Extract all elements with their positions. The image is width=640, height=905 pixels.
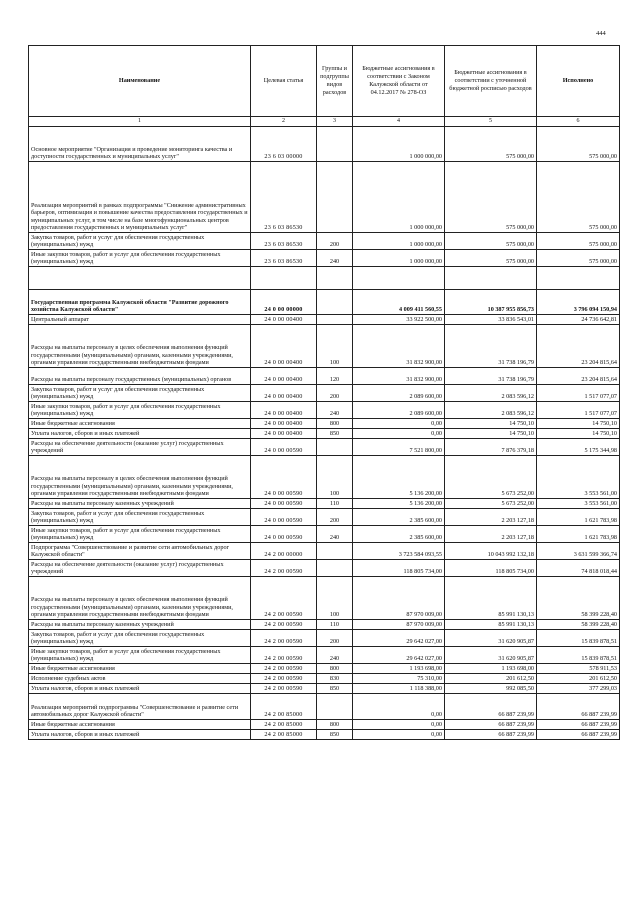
row-executed-amount: 66 887 239,99 <box>537 730 620 740</box>
row-refined-amount: 2 203 127,18 <box>445 526 537 543</box>
header-target-article: Целевая статья <box>251 46 317 117</box>
row-name: Расходы на обеспечение деятельности (оказание услуг) государственных учреждений <box>29 560 251 577</box>
row-name: Расходы на выплаты персоналу государственных (муниципальных) органов <box>29 368 251 385</box>
row-law-amount: 1 000 000,00 <box>353 127 445 162</box>
row-refined-amount: 5 673 252,00 <box>445 456 537 499</box>
row-executed-amount: 3 553 561,00 <box>537 456 620 499</box>
row-refined-amount: 992 085,50 <box>445 684 537 694</box>
row-target-code: 24 2 00 00590 <box>251 560 317 577</box>
header-name: Наименование <box>29 46 251 117</box>
table-row <box>29 419 620 429</box>
row-law-amount: 1 000 000,00 <box>353 233 445 250</box>
row-expense-group <box>317 315 353 325</box>
row-law-amount: 0,00 <box>353 429 445 439</box>
row-name: Иные закупки товаров, работ и услуг для обеспечения государственных (муниципальных) нужд <box>29 526 251 543</box>
row-law-amount: 33 922 500,00 <box>353 315 445 325</box>
column-number: 6 <box>537 117 620 127</box>
table-row <box>29 684 620 694</box>
table-row <box>29 694 620 720</box>
row-refined-amount: 14 750,10 <box>445 429 537 439</box>
row-refined-amount: 31 738 196,79 <box>445 325 537 368</box>
table-row <box>29 439 620 456</box>
row-expense-group: 850 <box>317 684 353 694</box>
row-target-code: 24 0 00 00400 <box>251 368 317 385</box>
row-target-code: 23 6 03 86530 <box>251 250 317 267</box>
column-number: 5 <box>445 117 537 127</box>
table-row <box>29 630 620 647</box>
row-executed-amount: 575 000,00 <box>537 127 620 162</box>
row-refined-amount: 31 620 905,87 <box>445 630 537 647</box>
row-law-amount: 118 805 734,00 <box>353 560 445 577</box>
header-expense-groups: Группы и подгруппы видов расходов <box>317 46 353 117</box>
row-expense-group: 240 <box>317 647 353 664</box>
row-law-amount: 2 385 600,00 <box>353 509 445 526</box>
row-refined-amount: 575 000,00 <box>445 233 537 250</box>
table-row <box>29 368 620 385</box>
row-expense-group <box>317 162 353 233</box>
page-number: 444 <box>596 30 606 37</box>
row-law-amount: 5 136 200,00 <box>353 499 445 509</box>
row-name: Иные закупки товаров, работ и услуг для обеспечения государственных (муниципальных) нужд <box>29 647 251 664</box>
row-expense-group: 110 <box>317 499 353 509</box>
row-name: Иные закупки товаров, работ и услуг для обеспечения государственных (муниципальных) нужд <box>29 250 251 267</box>
row-law-amount: 2 089 600,00 <box>353 385 445 402</box>
column-number: 1 <box>29 117 251 127</box>
row-refined-amount: 5 673 252,00 <box>445 499 537 509</box>
row-refined-amount: 31 620 905,87 <box>445 647 537 664</box>
row-target-code: 24 0 00 00590 <box>251 509 317 526</box>
row-executed-amount: 14 750,10 <box>537 429 620 439</box>
budget-table <box>28 45 620 740</box>
row-expense-group: 200 <box>317 385 353 402</box>
row-executed-amount: 1 621 783,98 <box>537 526 620 543</box>
row-refined-amount: 2 083 596,12 <box>445 385 537 402</box>
row-name: Уплата налогов, сборов и иных платежей <box>29 730 251 740</box>
column-number-row <box>29 117 620 127</box>
row-target-code: 24 2 00 85000 <box>251 720 317 730</box>
row-law-amount: 0,00 <box>353 720 445 730</box>
row-executed-amount: 201 612,50 <box>537 674 620 684</box>
row-refined-amount: 66 887 239,99 <box>445 694 537 720</box>
empty-cell <box>251 267 317 290</box>
row-law-amount: 0,00 <box>353 419 445 429</box>
table-row <box>29 560 620 577</box>
table-row <box>29 385 620 402</box>
table-row <box>29 647 620 664</box>
column-number: 3 <box>317 117 353 127</box>
row-expense-group: 200 <box>317 509 353 526</box>
table-row <box>29 325 620 368</box>
row-name: Закупка товаров, работ и услуг для обеспечения государственных (муниципальных) нужд <box>29 385 251 402</box>
column-number: 4 <box>353 117 445 127</box>
row-name: Реализация мероприятий в рамках подпрограммы "Снижение административных барьеров, оптимизация и повышение качества предоставления государственных и муниципальных услуг, в том числе на базе многофункциональных центров предоставления государственных и муниципальных услуг" <box>29 162 251 233</box>
row-law-amount: 4 009 411 560,55 <box>353 290 445 315</box>
table-row <box>29 620 620 630</box>
row-executed-amount: 66 887 239,99 <box>537 694 620 720</box>
row-target-code: 24 0 00 00590 <box>251 499 317 509</box>
row-name: Уплата налогов, сборов и иных платежей <box>29 684 251 694</box>
row-law-amount: 1 000 000,00 <box>353 162 445 233</box>
empty-cell <box>537 267 620 290</box>
row-target-code: 24 2 00 85000 <box>251 730 317 740</box>
row-target-code: 24 2 00 00590 <box>251 577 317 620</box>
row-executed-amount: 58 399 228,40 <box>537 620 620 630</box>
table-row <box>29 429 620 439</box>
row-law-amount: 29 642 027,00 <box>353 630 445 647</box>
header-refined-allocations: Бюджетные ассигнования в соответствии с уточненной бюджетной росписью расходов <box>445 46 537 117</box>
row-expense-group <box>317 127 353 162</box>
table-row <box>29 233 620 250</box>
row-name: Расходы на выплаты персоналу в целях обеспечения выполнения функций государственными (муниципальными) органами, казенными учреждениями, органами управления государственными внебюджетными фондами <box>29 325 251 368</box>
header-executed: Исполнено <box>537 46 620 117</box>
empty-cell <box>353 267 445 290</box>
row-target-code: 24 2 00 00590 <box>251 620 317 630</box>
table-row <box>29 543 620 560</box>
row-expense-group <box>317 694 353 720</box>
row-executed-amount: 5 175 344,98 <box>537 439 620 456</box>
header-law-allocations: Бюджетные ассигнования в соответствии с Законом Калужской области от 04.12.2017 № 278-ОЗ <box>353 46 445 117</box>
row-expense-group <box>317 439 353 456</box>
row-refined-amount: 66 887 239,99 <box>445 730 537 740</box>
row-name: Иные бюджетные ассигнования <box>29 419 251 429</box>
row-expense-group: 100 <box>317 577 353 620</box>
row-executed-amount: 24 736 642,81 <box>537 315 620 325</box>
row-name: Подпрограмма "Совершенствование и развитие сети автомобильных дорог Калужской области" <box>29 543 251 560</box>
row-refined-amount: 14 750,10 <box>445 419 537 429</box>
row-law-amount: 0,00 <box>353 730 445 740</box>
row-name: Иные бюджетные ассигнования <box>29 664 251 674</box>
row-law-amount: 31 832 900,00 <box>353 368 445 385</box>
table-row <box>29 499 620 509</box>
row-law-amount: 1 118 388,00 <box>353 684 445 694</box>
table-row <box>29 730 620 740</box>
row-expense-group: 800 <box>317 664 353 674</box>
row-refined-amount: 575 000,00 <box>445 162 537 233</box>
empty-cell <box>29 267 251 290</box>
row-refined-amount: 85 991 130,13 <box>445 577 537 620</box>
row-name: Центральный аппарат <box>29 315 251 325</box>
row-law-amount: 7 521 800,00 <box>353 439 445 456</box>
row-law-amount: 29 642 027,00 <box>353 647 445 664</box>
row-refined-amount: 33 836 543,01 <box>445 315 537 325</box>
row-executed-amount: 23 204 815,64 <box>537 368 620 385</box>
row-target-code: 24 0 00 00400 <box>251 385 317 402</box>
row-law-amount: 2 089 600,00 <box>353 402 445 419</box>
row-expense-group: 800 <box>317 720 353 730</box>
row-target-code: 23 6 03 86530 <box>251 233 317 250</box>
row-expense-group: 200 <box>317 630 353 647</box>
row-law-amount: 1 000 000,00 <box>353 250 445 267</box>
row-name: Закупка товаров, работ и услуг для обеспечения государственных (муниципальных) нужд <box>29 509 251 526</box>
spacer-row <box>29 267 620 290</box>
row-executed-amount: 575 000,00 <box>537 233 620 250</box>
row-law-amount: 5 136 200,00 <box>353 456 445 499</box>
row-law-amount: 87 970 009,00 <box>353 620 445 630</box>
row-target-code: 24 0 00 00590 <box>251 439 317 456</box>
row-target-code: 24 0 00 00400 <box>251 315 317 325</box>
row-target-code: 24 2 00 85000 <box>251 694 317 720</box>
row-executed-amount: 3 631 599 366,74 <box>537 543 620 560</box>
row-law-amount: 1 193 698,00 <box>353 664 445 674</box>
row-target-code: 24 2 00 00590 <box>251 647 317 664</box>
row-target-code: 23 6 03 00000 <box>251 127 317 162</box>
table-row <box>29 402 620 419</box>
row-target-code: 24 2 00 00590 <box>251 674 317 684</box>
row-expense-group: 850 <box>317 429 353 439</box>
row-name: Основное мероприятие "Организация и проведение мониторинга качества и доступности государственных и муниципальных услуг" <box>29 127 251 162</box>
row-name: Расходы на обеспечение деятельности (оказание услуг) государственных учреждений <box>29 439 251 456</box>
row-name: Реализация мероприятий подпрограммы "Совершенствование и развитие сети автомобильных дорог Калужской области" <box>29 694 251 720</box>
row-refined-amount: 118 805 734,00 <box>445 560 537 577</box>
row-executed-amount: 1 517 077,07 <box>537 385 620 402</box>
row-law-amount: 31 832 900,00 <box>353 325 445 368</box>
row-law-amount: 2 385 600,00 <box>353 526 445 543</box>
row-expense-group: 110 <box>317 620 353 630</box>
row-expense-group: 100 <box>317 456 353 499</box>
row-name: Уплата налогов, сборов и иных платежей <box>29 429 251 439</box>
row-executed-amount: 1 621 783,98 <box>537 509 620 526</box>
row-executed-amount: 575 000,00 <box>537 162 620 233</box>
row-target-code: 23 6 03 86530 <box>251 162 317 233</box>
row-expense-group <box>317 290 353 315</box>
table-row <box>29 127 620 162</box>
row-refined-amount: 1 193 698,00 <box>445 664 537 674</box>
row-target-code: 24 0 00 00400 <box>251 429 317 439</box>
row-expense-group: 100 <box>317 325 353 368</box>
row-refined-amount: 10 387 955 856,73 <box>445 290 537 315</box>
row-executed-amount: 66 887 239,99 <box>537 720 620 730</box>
row-executed-amount: 14 750,10 <box>537 419 620 429</box>
row-executed-amount: 3 796 094 150,94 <box>537 290 620 315</box>
empty-cell <box>317 267 353 290</box>
row-expense-group: 120 <box>317 368 353 385</box>
row-expense-group <box>317 560 353 577</box>
table-row <box>29 674 620 684</box>
row-law-amount: 87 970 009,00 <box>353 577 445 620</box>
row-expense-group: 830 <box>317 674 353 684</box>
row-refined-amount: 85 991 130,13 <box>445 620 537 630</box>
row-name: Расходы на выплаты персоналу в целях обеспечения выполнения функций государственными (муниципальными) органами, казенными учреждениями, органами управления государственными внебюджетными фондами <box>29 456 251 499</box>
row-target-code: 24 2 00 00000 <box>251 543 317 560</box>
row-refined-amount: 66 887 239,99 <box>445 720 537 730</box>
row-executed-amount: 23 204 815,64 <box>537 325 620 368</box>
row-name: Иные закупки товаров, работ и услуг для обеспечения государственных (муниципальных) нужд <box>29 402 251 419</box>
table-row <box>29 526 620 543</box>
row-target-code: 24 2 00 00590 <box>251 664 317 674</box>
table-row <box>29 664 620 674</box>
row-name: Исполнение судебных актов <box>29 674 251 684</box>
table-body <box>29 127 620 740</box>
row-name: Расходы на выплаты персоналу в целях обеспечения выполнения функций государственными (муниципальными) органами, казенными учреждениями, органами управления государственными внебюджетными фондами <box>29 577 251 620</box>
row-executed-amount: 1 517 077,07 <box>537 402 620 419</box>
row-expense-group: 800 <box>317 419 353 429</box>
table-row <box>29 290 620 315</box>
table-row <box>29 456 620 499</box>
row-refined-amount: 2 203 127,18 <box>445 509 537 526</box>
row-name: Расходы на выплаты персоналу казенных учреждений <box>29 620 251 630</box>
row-executed-amount: 15 839 878,51 <box>537 647 620 664</box>
row-refined-amount: 201 612,50 <box>445 674 537 684</box>
row-name: Закупка товаров, работ и услуг для обеспечения государственных (муниципальных) нужд <box>29 630 251 647</box>
row-refined-amount: 7 876 379,18 <box>445 439 537 456</box>
row-expense-group: 850 <box>317 730 353 740</box>
table-row <box>29 577 620 620</box>
row-target-code: 24 0 00 00000 <box>251 290 317 315</box>
row-expense-group: 240 <box>317 526 353 543</box>
row-target-code: 24 2 00 00590 <box>251 630 317 647</box>
row-executed-amount: 3 553 561,00 <box>537 499 620 509</box>
table-header-row <box>29 46 620 117</box>
row-refined-amount: 10 043 992 132,18 <box>445 543 537 560</box>
row-refined-amount: 575 000,00 <box>445 250 537 267</box>
row-executed-amount: 578 911,53 <box>537 664 620 674</box>
row-law-amount: 75 310,00 <box>353 674 445 684</box>
row-expense-group <box>317 543 353 560</box>
row-name: Иные бюджетные ассигнования <box>29 720 251 730</box>
row-expense-group: 240 <box>317 250 353 267</box>
row-name: Государственная программа Калужской области "Развитие дорожного хозяйства Калужской области" <box>29 290 251 315</box>
table-row <box>29 250 620 267</box>
row-executed-amount: 377 299,03 <box>537 684 620 694</box>
row-name: Закупка товаров, работ и услуг для обеспечения государственных (муниципальных) нужд <box>29 233 251 250</box>
row-executed-amount: 15 839 878,51 <box>537 630 620 647</box>
table-row <box>29 315 620 325</box>
row-executed-amount: 58 399 228,40 <box>537 577 620 620</box>
empty-cell <box>445 267 537 290</box>
row-law-amount: 3 723 584 093,55 <box>353 543 445 560</box>
row-executed-amount: 575 000,00 <box>537 250 620 267</box>
row-executed-amount: 74 818 018,44 <box>537 560 620 577</box>
table-row <box>29 720 620 730</box>
row-target-code: 24 0 00 00400 <box>251 325 317 368</box>
row-expense-group: 200 <box>317 233 353 250</box>
row-target-code: 24 0 00 00590 <box>251 526 317 543</box>
row-refined-amount: 2 083 596,12 <box>445 402 537 419</box>
table-row <box>29 509 620 526</box>
row-target-code: 24 0 00 00400 <box>251 419 317 429</box>
table-row <box>29 162 620 233</box>
row-target-code: 24 0 00 00400 <box>251 402 317 419</box>
row-name: Расходы на выплаты персоналу казенных учреждений <box>29 499 251 509</box>
row-target-code: 24 2 00 00590 <box>251 684 317 694</box>
row-target-code: 24 0 00 00590 <box>251 456 317 499</box>
row-refined-amount: 31 738 196,79 <box>445 368 537 385</box>
column-number: 2 <box>251 117 317 127</box>
row-law-amount: 0,00 <box>353 694 445 720</box>
row-refined-amount: 575 000,00 <box>445 127 537 162</box>
row-expense-group: 240 <box>317 402 353 419</box>
